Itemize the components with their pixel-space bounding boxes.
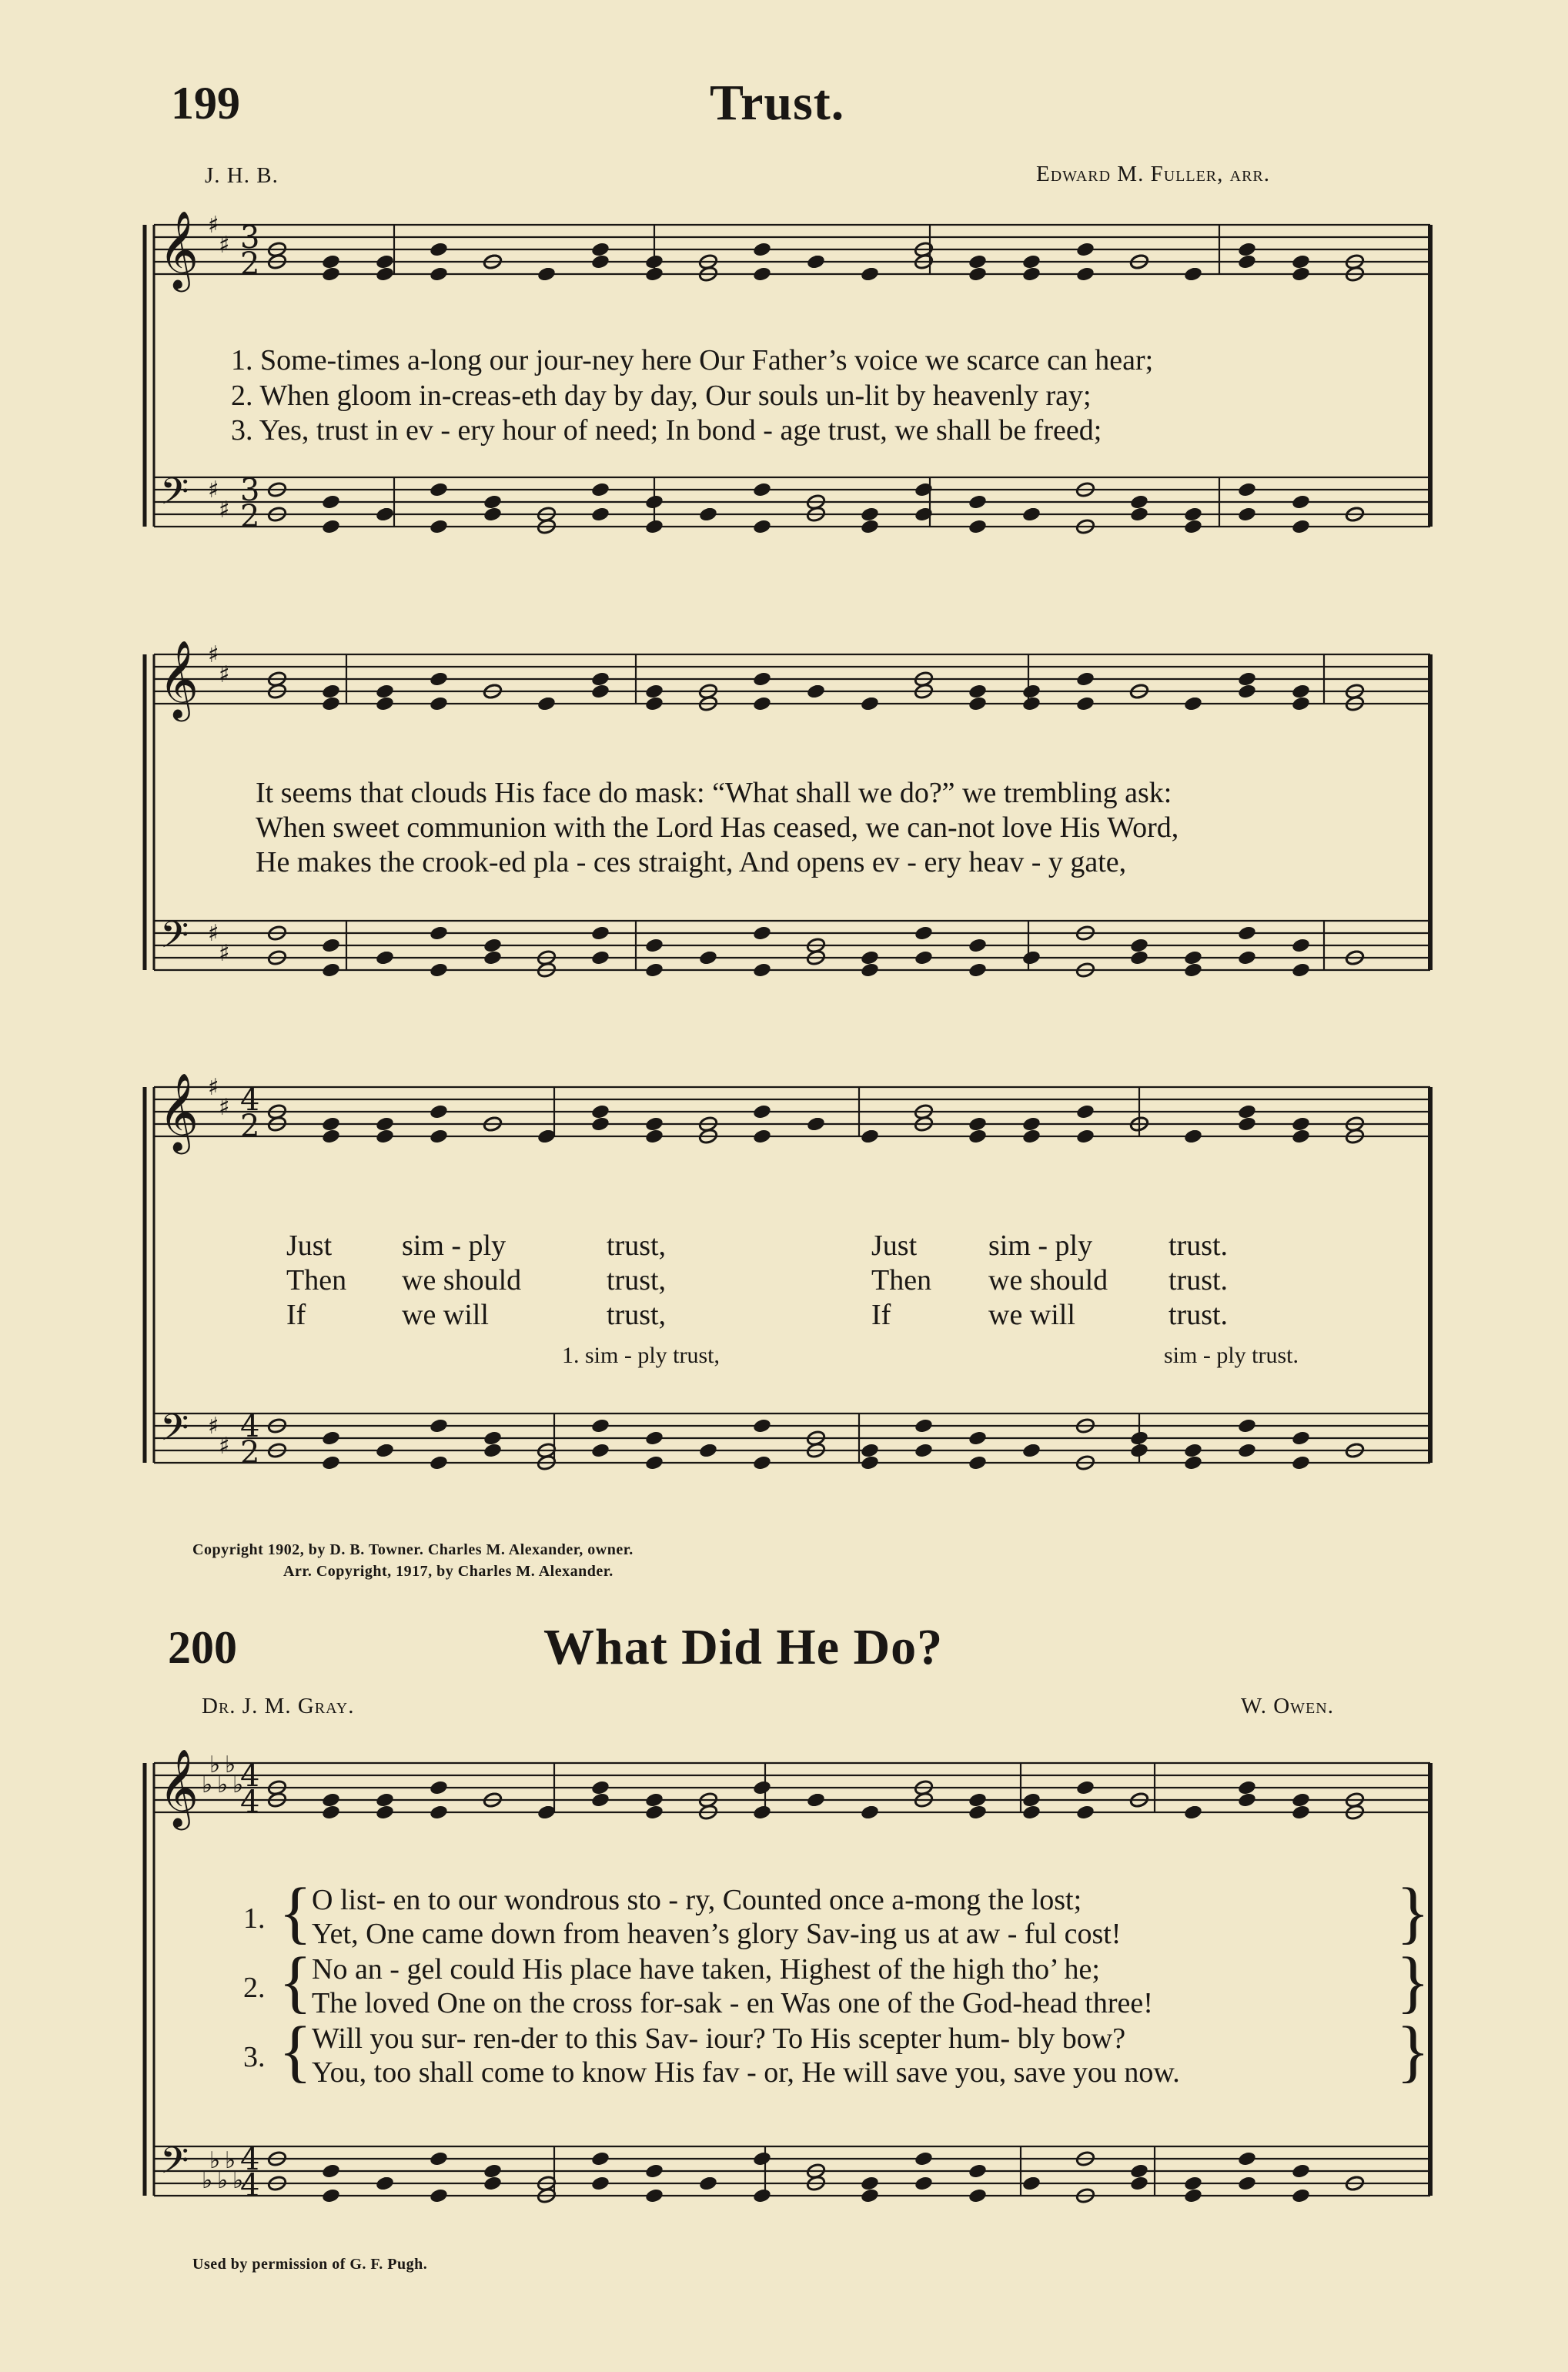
note-head <box>752 2187 772 2204</box>
note-head <box>1237 241 1257 258</box>
note-head <box>590 481 610 498</box>
flat-icon: ♭ <box>209 1751 221 1778</box>
treble-clef-icon: 𝄞 <box>159 1748 199 1827</box>
note-head <box>752 962 772 979</box>
note-head <box>590 683 610 700</box>
note-head <box>1183 695 1203 712</box>
verse-line-199-s2-3: He makes the crook-ed pla - ces straight, And opens ev - ery heav - y gate, <box>256 846 1127 878</box>
note-head <box>1291 266 1311 283</box>
note-head <box>1183 2187 1203 2204</box>
verse-3-line-1: Will you sur- ren-der to this Sav- iour? To His scepter hum- bly bow? <box>312 2022 1126 2055</box>
note-head <box>1291 493 1311 510</box>
note-head <box>1291 1116 1311 1132</box>
time-sig-top: 4 <box>240 1082 260 1118</box>
note-head <box>590 2175 610 2192</box>
note-head <box>429 925 449 942</box>
note-head <box>429 518 449 535</box>
note-head <box>1291 253 1311 270</box>
note-head <box>1183 1128 1203 1145</box>
verse-line-199-s1-3: 3. Yes, trust in ev - ery hour of need; In bond - age trust, we shall be freed; <box>231 414 1102 447</box>
hymn-number-200: 200 <box>168 1622 237 1673</box>
note-head <box>1183 2175 1203 2192</box>
music-credit-199: Edward M. Fuller, arr. <box>1036 162 1271 186</box>
note-head <box>429 2150 449 2167</box>
note-head <box>860 949 880 966</box>
note-head <box>1075 1779 1095 1796</box>
music-credit-200: W. Owen. <box>1241 1694 1334 1718</box>
flat-icon: ♭ <box>225 1751 236 1778</box>
note-head <box>1237 1417 1257 1434</box>
note-head <box>914 2150 934 2167</box>
note-head <box>1237 1792 1257 1808</box>
note-head <box>968 962 988 979</box>
note-head <box>429 1128 449 1145</box>
note-head <box>968 253 988 270</box>
note-head <box>644 1792 664 1808</box>
flat-icon: ♭ <box>217 2167 229 2194</box>
time-sig-top: 4 <box>240 1409 260 1444</box>
verse-line-199-s2-1: It seems that clouds His face do mask: “What shall we do?” we trembling ask: <box>256 777 1172 809</box>
note-head <box>1291 1128 1311 1145</box>
note-head <box>1183 962 1203 979</box>
note-head <box>806 1792 826 1808</box>
brace-left-3: { <box>279 2013 313 2089</box>
flat-icon: ♭ <box>202 2167 213 2194</box>
note-head <box>1291 695 1311 712</box>
note-head <box>590 1779 610 1796</box>
note-head <box>752 1417 772 1434</box>
note-head <box>644 1454 664 1471</box>
note-head <box>321 2187 341 2204</box>
note-head <box>860 2175 880 2192</box>
note-head <box>483 1442 503 1459</box>
copyright-line-2: Arr. Copyright, 1917, by Charles M. Alexander. <box>283 1563 613 1580</box>
refrain-col-5: sim - ply we should we will <box>988 1229 1108 1331</box>
note-head <box>375 695 395 712</box>
note-head <box>1183 1804 1203 1821</box>
bass-clef-icon: 𝄢 <box>160 470 189 522</box>
note-head <box>968 1454 988 1471</box>
sharp-icon: ♯ <box>219 1433 230 1460</box>
note-head <box>1021 695 1041 712</box>
note-head <box>590 1417 610 1434</box>
note-head <box>644 493 664 510</box>
note-head <box>483 2163 503 2180</box>
note-head <box>698 2175 718 2192</box>
verse-number-2: 2. <box>243 1972 266 2004</box>
note-head <box>1129 2175 1149 2192</box>
note-head <box>968 518 988 535</box>
note-head <box>1129 1442 1149 1459</box>
time-sig-top: 3 <box>240 473 260 508</box>
brace-right-1: } <box>1396 1875 1430 1951</box>
note-head <box>321 695 341 712</box>
note-head <box>644 937 664 954</box>
note-head <box>644 518 664 535</box>
brace-left-1: { <box>279 1875 313 1951</box>
time-sig-top: 3 <box>240 220 260 256</box>
note-head <box>1237 2150 1257 2167</box>
note-head <box>644 695 664 712</box>
refrain-col-2: sim - ply we should we will <box>402 1229 522 1331</box>
note-head <box>429 1417 449 1434</box>
bass-words-2: sim - ply trust. <box>1164 1343 1299 1368</box>
refrain-col-1: Just Then If <box>286 1229 347 1331</box>
note-head <box>429 1454 449 1471</box>
note-head <box>752 241 772 258</box>
time-sig-bottom: 2 <box>240 1435 260 1470</box>
note-head <box>1129 493 1149 510</box>
note-head <box>860 695 880 712</box>
note-head <box>429 1804 449 1821</box>
note-head <box>860 1804 880 1821</box>
note-head <box>321 493 341 510</box>
note-head <box>860 1128 880 1145</box>
sharp-icon: ♯ <box>208 212 219 239</box>
time-sig-bottom: 2 <box>240 1109 260 1144</box>
note-head <box>1021 506 1041 523</box>
note-head <box>590 1116 610 1132</box>
note-head <box>1021 253 1041 270</box>
note-head <box>1291 518 1311 535</box>
note-head <box>375 683 395 700</box>
note-head <box>968 266 988 283</box>
note-head <box>914 1442 934 1459</box>
note-head <box>1021 683 1041 700</box>
note-head <box>860 518 880 535</box>
verse-line-199-s2-2: When sweet communion with the Lord Has ceased, we can-not love His Word, <box>256 811 1179 844</box>
note-head <box>321 1116 341 1132</box>
note-head <box>1075 1128 1095 1145</box>
note-head <box>752 1128 772 1145</box>
sharp-icon: ♯ <box>208 477 219 504</box>
note-head <box>1237 481 1257 498</box>
note-head <box>1237 683 1257 700</box>
note-head <box>644 1128 664 1145</box>
note-head <box>590 241 610 258</box>
note-head <box>1183 518 1203 535</box>
note-head <box>1021 1792 1041 1808</box>
verse-2-line-1: No an - gel could His place have taken, Highest of the high tho’ he; <box>312 1953 1100 1986</box>
note-head <box>752 1103 772 1120</box>
note-head <box>429 1779 449 1796</box>
flat-icon: ♭ <box>202 1771 213 1798</box>
brace-right-2: } <box>1396 1944 1430 2020</box>
note-head <box>644 266 664 283</box>
note-head <box>321 2163 341 2180</box>
note-head <box>1021 1442 1041 1459</box>
note-head <box>968 1128 988 1145</box>
verse-number-3: 3. <box>243 2041 266 2073</box>
note-head <box>752 1779 772 1796</box>
treble-clef-icon: 𝄞 <box>159 639 199 718</box>
note-head <box>321 937 341 954</box>
note-head <box>1237 1779 1257 1796</box>
note-head <box>644 253 664 270</box>
note-head <box>483 506 503 523</box>
note-head <box>429 1103 449 1120</box>
verse-2-line-2: The loved One on the cross for-sak - en Was one of the God-head three! <box>312 1987 1153 2019</box>
note-head <box>914 949 934 966</box>
note-head <box>1237 925 1257 942</box>
note-head <box>1291 1792 1311 1808</box>
hymn-title-what-did-he-do: What Did He Do? <box>543 1619 944 1675</box>
time-sig-bottom: 2 <box>240 499 260 534</box>
note-head <box>483 949 503 966</box>
brace-right-3: } <box>1396 2013 1430 2089</box>
note-head <box>321 1430 341 1447</box>
note-head <box>1291 2187 1311 2204</box>
note-head <box>1237 2175 1257 2192</box>
time-sig-bottom: 4 <box>240 1785 260 1820</box>
note-head <box>429 481 449 498</box>
note-head <box>321 1128 341 1145</box>
note-head <box>483 1430 503 1447</box>
refrain-col-6: trust. trust. trust. <box>1168 1229 1229 1331</box>
sharp-icon: ♯ <box>219 497 230 524</box>
note-head <box>1237 1103 1257 1120</box>
note-head <box>375 253 395 270</box>
note-head <box>537 695 557 712</box>
note-head <box>752 671 772 688</box>
time-sig-bottom: 2 <box>240 246 260 282</box>
note-head <box>1183 1454 1203 1471</box>
note-head <box>1291 1804 1311 1821</box>
note-head <box>644 2187 664 2204</box>
note-head <box>321 962 341 979</box>
note-head <box>1129 1430 1149 1447</box>
note-head <box>968 493 988 510</box>
note-head <box>429 695 449 712</box>
note-head <box>1129 937 1149 954</box>
copyright-line-1: Copyright 1902, by D. B. Towner. Charles M. Alexander, owner. <box>192 1541 634 1558</box>
note-head <box>698 506 718 523</box>
note-head <box>698 1442 718 1459</box>
note-head <box>644 2163 664 2180</box>
note-head <box>644 1116 664 1132</box>
sharp-icon: ♯ <box>208 1413 219 1440</box>
sharp-icon: ♯ <box>219 232 230 259</box>
hymn-title-trust: Trust. <box>710 75 845 131</box>
note-head <box>968 2187 988 2204</box>
note-head <box>1021 1116 1041 1132</box>
note-head <box>968 1804 988 1821</box>
note-head <box>590 2150 610 2167</box>
note-head <box>860 1442 880 1459</box>
note-head <box>1075 695 1095 712</box>
note-head <box>644 1804 664 1821</box>
note-head <box>590 925 610 942</box>
sharp-icon: ♯ <box>208 1074 219 1101</box>
refrain-col-3: trust, trust, trust, <box>607 1229 667 1331</box>
note-head <box>590 1442 610 1459</box>
note-head <box>590 1792 610 1808</box>
bass-clef-icon: 𝄢 <box>160 2139 189 2191</box>
note-head <box>483 2175 503 2192</box>
note-head <box>321 683 341 700</box>
verse-1-line-1: O list- en to our wondrous sto - ry, Counted once a-mong the lost; <box>312 1884 1082 1916</box>
bass-clef-icon: 𝄢 <box>160 1406 189 1458</box>
note-head <box>752 1804 772 1821</box>
note-head <box>1075 671 1095 688</box>
note-head <box>860 506 880 523</box>
note-head <box>429 266 449 283</box>
note-head <box>321 518 341 535</box>
note-head <box>483 493 503 510</box>
note-head <box>321 266 341 283</box>
note-head <box>860 266 880 283</box>
note-head <box>375 1792 395 1808</box>
note-head <box>1021 2175 1041 2192</box>
brace-left-2: { <box>279 1944 313 2020</box>
note-head <box>1237 1442 1257 1459</box>
flat-icon: ♭ <box>232 2167 244 2194</box>
sharp-icon: ♯ <box>208 920 219 947</box>
note-head <box>375 1116 395 1132</box>
note-head <box>429 962 449 979</box>
sharp-icon: ♯ <box>219 661 230 688</box>
note-head <box>968 695 988 712</box>
refrain-col-4: Just Then If <box>871 1229 932 1331</box>
note-head <box>860 1454 880 1471</box>
note-head <box>590 506 610 523</box>
note-head <box>752 266 772 283</box>
note-head <box>698 949 718 966</box>
note-head <box>590 671 610 688</box>
note-head <box>1129 2163 1149 2180</box>
note-head <box>1291 962 1311 979</box>
bass-words-1: 1. sim - ply trust, <box>562 1343 720 1368</box>
note-head <box>1291 2163 1311 2180</box>
note-head <box>1183 949 1203 966</box>
note-head <box>590 1103 610 1120</box>
note-head <box>1183 506 1203 523</box>
time-sig-top: 4 <box>240 2142 260 2177</box>
bass-clef-icon: 𝄢 <box>160 913 189 965</box>
note-head <box>429 241 449 258</box>
note-head <box>1237 253 1257 270</box>
verse-number-1: 1. <box>243 1902 266 1935</box>
note-head <box>644 962 664 979</box>
note-head <box>1075 1804 1095 1821</box>
note-head <box>860 962 880 979</box>
note-head <box>375 1128 395 1145</box>
note-head <box>429 671 449 688</box>
note-head <box>1291 1454 1311 1471</box>
note-head <box>1237 506 1257 523</box>
note-head <box>429 2187 449 2204</box>
permission-note: Used by permission of G. F. Pugh. <box>192 2256 428 2273</box>
sharp-icon: ♯ <box>219 940 230 967</box>
note-head <box>1291 683 1311 700</box>
note-head <box>1129 949 1149 966</box>
hymn-number-199: 199 <box>171 78 240 129</box>
note-head <box>968 683 988 700</box>
note-head <box>914 1417 934 1434</box>
note-head <box>968 2163 988 2180</box>
note-head <box>752 481 772 498</box>
flat-icon: ♭ <box>232 1771 244 1798</box>
note-head <box>537 266 557 283</box>
note-head <box>375 1804 395 1821</box>
note-head <box>1021 1128 1041 1145</box>
words-credit-199: J. H. B. <box>205 163 279 188</box>
time-sig-top: 4 <box>240 1758 260 1794</box>
note-head <box>1129 506 1149 523</box>
flat-icon: ♭ <box>217 1771 229 1798</box>
flat-icon: ♭ <box>209 2147 221 2174</box>
note-head <box>1021 266 1041 283</box>
verse-line-199-s1-1: 1. Some-times a-long our jour-ney here Our Father’s voice we scarce can hear; <box>231 344 1154 376</box>
note-head <box>1183 266 1203 283</box>
note-head <box>321 1804 341 1821</box>
note-head <box>1075 241 1095 258</box>
treble-clef-icon: 𝄞 <box>159 209 199 289</box>
note-head <box>644 1430 664 1447</box>
note-head <box>968 1792 988 1808</box>
note-head <box>1291 1430 1311 1447</box>
note-head <box>321 253 341 270</box>
note-head <box>321 1792 341 1808</box>
note-head <box>968 1116 988 1132</box>
note-head <box>1237 949 1257 966</box>
note-head <box>806 253 826 270</box>
note-head <box>321 1454 341 1471</box>
note-head <box>968 1430 988 1447</box>
note-head <box>644 683 664 700</box>
time-sig-bottom: 4 <box>240 2168 260 2203</box>
note-head <box>860 2187 880 2204</box>
note-head <box>914 925 934 942</box>
verse-3-line-2: You, too shall come to know His fav - or, He will save you, save you now. <box>312 2056 1180 2089</box>
note-head <box>1021 949 1041 966</box>
words-credit-200: Dr. J. M. Gray. <box>202 1694 355 1718</box>
note-head <box>752 518 772 535</box>
note-head <box>375 949 395 966</box>
note-head <box>375 506 395 523</box>
note-head <box>752 695 772 712</box>
note-head <box>1021 1804 1041 1821</box>
note-head <box>590 253 610 270</box>
note-head <box>806 1116 826 1132</box>
note-head <box>1075 266 1095 283</box>
note-head <box>1183 1442 1203 1459</box>
note-head <box>375 2175 395 2192</box>
sharp-icon: ♯ <box>208 641 219 668</box>
note-head <box>968 937 988 954</box>
note-head <box>752 2150 772 2167</box>
note-head <box>1237 1116 1257 1132</box>
note-head <box>806 683 826 700</box>
treble-clef-icon: 𝄞 <box>159 1072 199 1151</box>
note-head <box>483 937 503 954</box>
note-head <box>752 1454 772 1471</box>
note-head <box>1075 1103 1095 1120</box>
verse-1-line-2: Yet, One came down from heaven’s glory Sav-ing us at aw - ful cost! <box>312 1918 1122 1950</box>
note-head <box>375 1442 395 1459</box>
note-head <box>1237 671 1257 688</box>
note-head <box>914 2175 934 2192</box>
note-head <box>752 925 772 942</box>
flat-icon: ♭ <box>225 2147 236 2174</box>
note-head <box>375 266 395 283</box>
sharp-icon: ♯ <box>219 1094 230 1121</box>
note-head <box>590 949 610 966</box>
verse-line-199-s1-2: 2. When gloom in-creas-eth day by day, Our souls un-lit by heavenly ray; <box>231 380 1092 412</box>
note-head <box>1291 937 1311 954</box>
